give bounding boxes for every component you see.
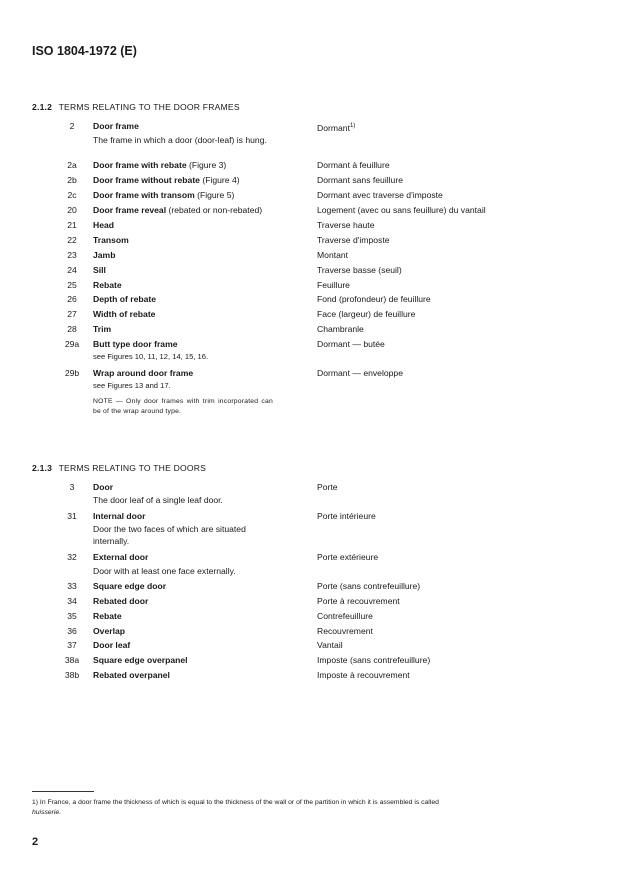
footnote-marker: 1) [349,123,356,129]
term-french [317,611,373,622]
term-english-label: Butt type door frame [93,339,178,349]
term-english-label: Head [93,220,115,230]
term-french [317,324,364,335]
term-french [317,581,420,592]
term-english [93,552,148,563]
term-french-label: Montant [317,250,349,260]
term-number: 29a [64,339,80,349]
note-trim: NOTE — Only door frames with trim incorporated can be of the wrap around type. [93,398,273,415]
term-french [317,250,348,261]
term-english [93,640,130,651]
term-english-extra: (Figure 3) [186,160,227,170]
term-english-label: Square edge door [93,581,167,591]
term-french-label: Dormant [317,123,350,133]
term-number: 2c [67,190,77,200]
term-english [93,175,240,186]
term-french-label: Dormant avec traverse d'imposte [317,190,443,200]
term-french-label: Imposte à recouvrement [317,670,410,680]
term-french [317,235,389,246]
term-french [317,160,390,171]
term-english [93,309,155,320]
term-french-label: Traverse haute [317,220,375,230]
term-english-label: Rebated overpanel [93,670,170,680]
term-number: 31 [67,511,77,521]
term-number: 36 [67,626,77,636]
see-figures-29a: see Figures 10, 11, 12, 14, 15, 16. [93,352,209,361]
term-english [93,596,148,607]
footnote [32,798,592,818]
term-french-label: Fond (profondeur) de feuillure [317,294,431,304]
term-french-label: Porte (sans contrefeuillure) [317,581,421,591]
term-english-label: Depth of rebate [93,294,157,304]
internal-door-definition: Door the two faces of which are situated internally. [93,524,246,546]
term-french [317,280,350,291]
term-english [93,280,122,291]
term-english-label: Wrap around door frame [93,368,194,378]
section-number: 2.1.3 [32,463,53,473]
term-french [317,265,402,276]
term-french [317,121,355,134]
term-french-label: Contrefeuillure [317,611,373,621]
see-figures-29b: see Figures 13 and 17. [93,381,171,390]
term-english-label: Internal door [93,511,146,521]
term-english-extra: (Figure 5) [194,190,235,200]
term-english-label: Door frame reveal [93,205,167,215]
term-number: 2 [69,121,75,131]
term-english-label: Jamb [93,250,116,260]
term-french [317,596,400,607]
term-english-extra: (Figure 4) [199,175,240,185]
term-english-label: Door frame with rebate [93,160,187,170]
term-english-label: Transom [93,235,129,245]
term-french [317,368,403,379]
term-french [317,220,374,231]
term-english-label: Door frame without rebate [93,175,200,185]
term-number: 29b [64,368,80,378]
term-english-label: Door [93,482,114,492]
term-number: 33 [67,581,77,591]
term-english-label: External door [93,552,149,562]
term-english-label: Square edge overpanel [93,655,188,665]
term-english-label: Width of rebate [93,309,156,319]
term-french-label: Dormant — butée [317,339,385,349]
term-number: 34 [67,596,77,606]
term-english [93,265,106,276]
term-french-label: Traverse basse (seuil) [317,265,402,275]
term-french [317,640,343,651]
term-english-label: Rebate [93,280,122,290]
term-english [93,511,146,522]
term-english [93,220,114,231]
term-french [317,339,385,350]
term-french-label: Porte extérieure [317,552,379,562]
term-english [93,190,234,201]
term-french [317,175,403,186]
term-english [93,482,113,493]
term-french [317,309,415,320]
term-number: 3 [69,482,75,492]
section-title: TERMS RELATING TO THE DOORS [58,463,207,473]
term-french-label: Dormant sans feuillure [317,175,403,185]
document-id: ISO 1804-1972 (E) [32,44,137,58]
term-number: 22 [67,235,77,245]
term-english-label: Sill [93,265,106,275]
term-number: 35 [67,611,77,621]
term-number: 23 [67,250,77,260]
term-number: 26 [67,294,77,304]
door-frame-definition: The frame in which a door (door-leaf) is hung. [93,135,267,145]
term-number: 2b [67,175,77,185]
term-french-label: Dormant à feuillure [317,160,390,170]
page-number: 2 [32,836,39,848]
term-english [93,324,111,335]
term-english-extra: (rebated or non-rebated) [166,205,263,215]
term-french [317,670,410,681]
term-english [93,581,166,592]
term-french [317,511,376,522]
term-number: 25 [67,280,77,290]
section-number: 2.1.2 [32,102,53,112]
term-french-label: Porte intérieure [317,511,376,521]
term-french-label: Feuillure [317,280,350,290]
term-english-label: Door frame [93,121,139,131]
term-french-label: Porte à recouvrement [317,596,400,606]
term-number: 21 [67,220,77,230]
term-english [93,160,226,171]
footnote-rule [32,791,94,792]
term-french-label: Imposte (sans contrefeuillure) [317,655,431,665]
term-english-label: Door frame with transom [93,190,195,200]
term-english-label: Rebate [93,611,122,621]
term-english-label: Overlap [93,626,126,636]
term-english-label: Door leaf [93,640,131,650]
term-french-label: Chambranle [317,324,364,334]
term-number: 24 [67,265,77,275]
term-french [317,655,430,666]
term-english [93,368,193,379]
term-english-label: Rebated door [93,596,149,606]
term-english [93,121,139,132]
external-door-definition: Door with at least one face externally. [93,566,236,576]
term-number: 20 [67,205,77,215]
term-english [93,294,156,305]
term-french-label: Vantail [317,640,343,650]
section-heading-door-frames [32,102,240,112]
term-french [317,482,338,493]
term-french-label: Traverse d'imposte [317,235,390,245]
door-definition: The door leaf of a single leaf door. [93,495,223,505]
term-french [317,190,443,201]
footnote-term: huisserie. [32,809,62,816]
term-french [317,294,431,305]
term-english [93,655,188,666]
term-french-label: Recouvrement [317,626,373,636]
term-number: 32 [67,552,77,562]
footnote-text: 1) In France, a door frame the thickness of which is equal to the thickness of the wall or of the partition in which it is assembled is called [32,799,439,806]
term-number: 38b [64,670,80,680]
term-english [93,250,115,261]
section-heading-doors [32,463,206,473]
term-french-label: Logement (avec ou sans feuillure) du vantail [317,205,486,215]
term-english-label: Trim [93,324,112,334]
term-french-label: Dormant — enveloppe [317,368,403,378]
section-title: TERMS RELATING TO THE DOOR FRAMES [58,102,240,112]
term-number: 37 [67,640,77,650]
term-number: 27 [67,309,77,319]
term-english [93,611,122,622]
term-number: 28 [67,324,77,334]
term-english [93,205,262,216]
term-english [93,339,178,350]
term-french [317,552,378,563]
term-english [93,235,129,246]
term-number: 2a [67,160,77,170]
term-french-label: Face (largeur) de feuillure [317,309,416,319]
term-number: 38a [64,655,80,665]
term-french [317,205,486,216]
term-english [93,626,125,637]
term-french [317,626,373,637]
term-english [93,670,170,681]
term-french-label: Porte [317,482,338,492]
